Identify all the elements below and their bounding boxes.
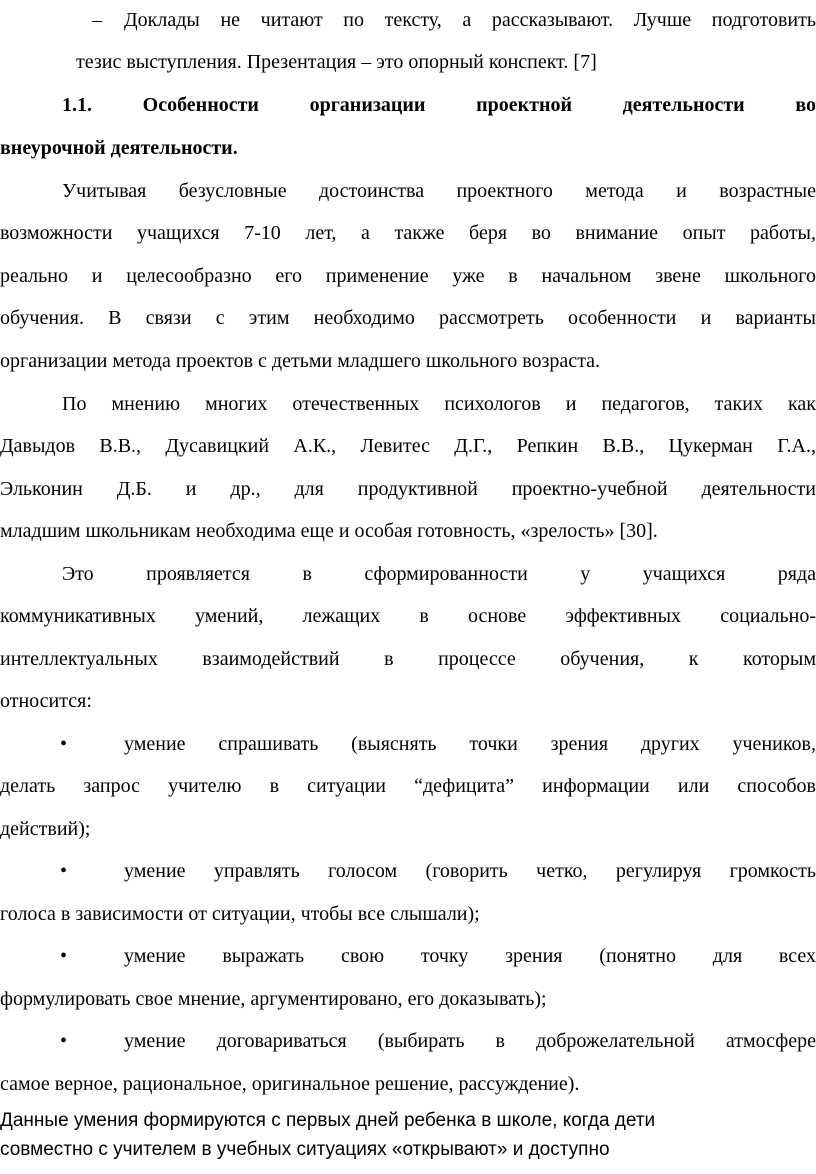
list-item-line: формулировать свое мнение, аргументировано, его доказывать); — [0, 988, 547, 1010]
paragraph-line: Это проявляется в сформированности у учащихся ряда — [62, 563, 816, 585]
list-item-line: делать запрос учителю в ситуации “дефицита” информации или способов — [0, 775, 816, 797]
dash-item-line: Доклады не читают по тексту, а рассказывают. Лучше подготовить — [124, 9, 816, 31]
list-item-line: умение управлять голосом (говорить четко, регулируя громкость — [124, 860, 816, 882]
bullet-icon: • — [60, 945, 68, 967]
paragraph-line: коммуникативных умений, лежащих в основе эффективных социально- — [0, 605, 816, 627]
paragraph-line: относится: — [0, 690, 92, 712]
list-item-line: умение спрашивать (выяснять точки зрения других учеников, — [124, 733, 816, 755]
bullet-icon: • — [60, 860, 68, 882]
list-item-line: самое верное, рациональное, оригинальное решение, рассуждение). — [0, 1073, 580, 1095]
section-heading: 1.1. Особенности организации проектной деятельности во — [62, 94, 816, 116]
list-item-line: умение выражать свою точку зрения (понятно для всех — [124, 945, 816, 967]
dash-item-line: тезис выступления. Презентация – это опорный конспект. [7] — [76, 51, 597, 73]
dash-marker: – — [92, 9, 102, 31]
paragraph-line: Учитывая безусловные достоинства проектного метода и возрастные — [62, 180, 816, 202]
closing-line: совместно с учителем в учебных ситуациях «открывают» и доступно — [0, 1139, 610, 1160]
list-item-line: голоса в зависимости от ситуации, чтобы все слышали); — [0, 903, 480, 925]
paragraph-line: возможности учащихся 7-10 лет, а также беря во внимание опыт работы, — [0, 222, 816, 244]
section-heading: внеурочной деятельности. — [0, 137, 238, 159]
paragraph-line: реально и целесообразно его применение уже в начальном звене школьного — [0, 265, 816, 287]
bullet-icon: • — [60, 1030, 68, 1052]
paragraph-line: Эльконин Д.Б. и др., для продуктивной проектно-учебной деятельности — [0, 478, 816, 500]
closing-line: Данные умения формируются с первых дней ребенка в школе, когда дети — [0, 1110, 656, 1131]
paragraph-line: интеллектуальных взаимодействий в процессе обучения, к которым — [0, 648, 816, 670]
paragraph-line: Давыдов В.В., Дусавицкий А.К., Левитес Д.Г., Репкин В.В., Цукерман Г.А., — [0, 435, 816, 457]
paragraph-line: организации метода проектов с детьми младшего школьного возраста. — [0, 350, 601, 372]
bullet-icon: • — [60, 733, 68, 755]
paragraph-line: младшим школьникам необходима еще и особая готовность, «зрелость» [30]. — [0, 520, 658, 542]
list-item-line: действий); — [0, 818, 91, 840]
paragraph-line: обучения. В связи с этим необходимо рассмотреть особенности и варианты — [0, 307, 816, 329]
list-item-line: умение договариваться (выбирать в доброжелательной атмосфере — [124, 1030, 816, 1052]
paragraph-line: По мнению многих отечественных психологов и педагогов, таких как — [62, 393, 816, 415]
